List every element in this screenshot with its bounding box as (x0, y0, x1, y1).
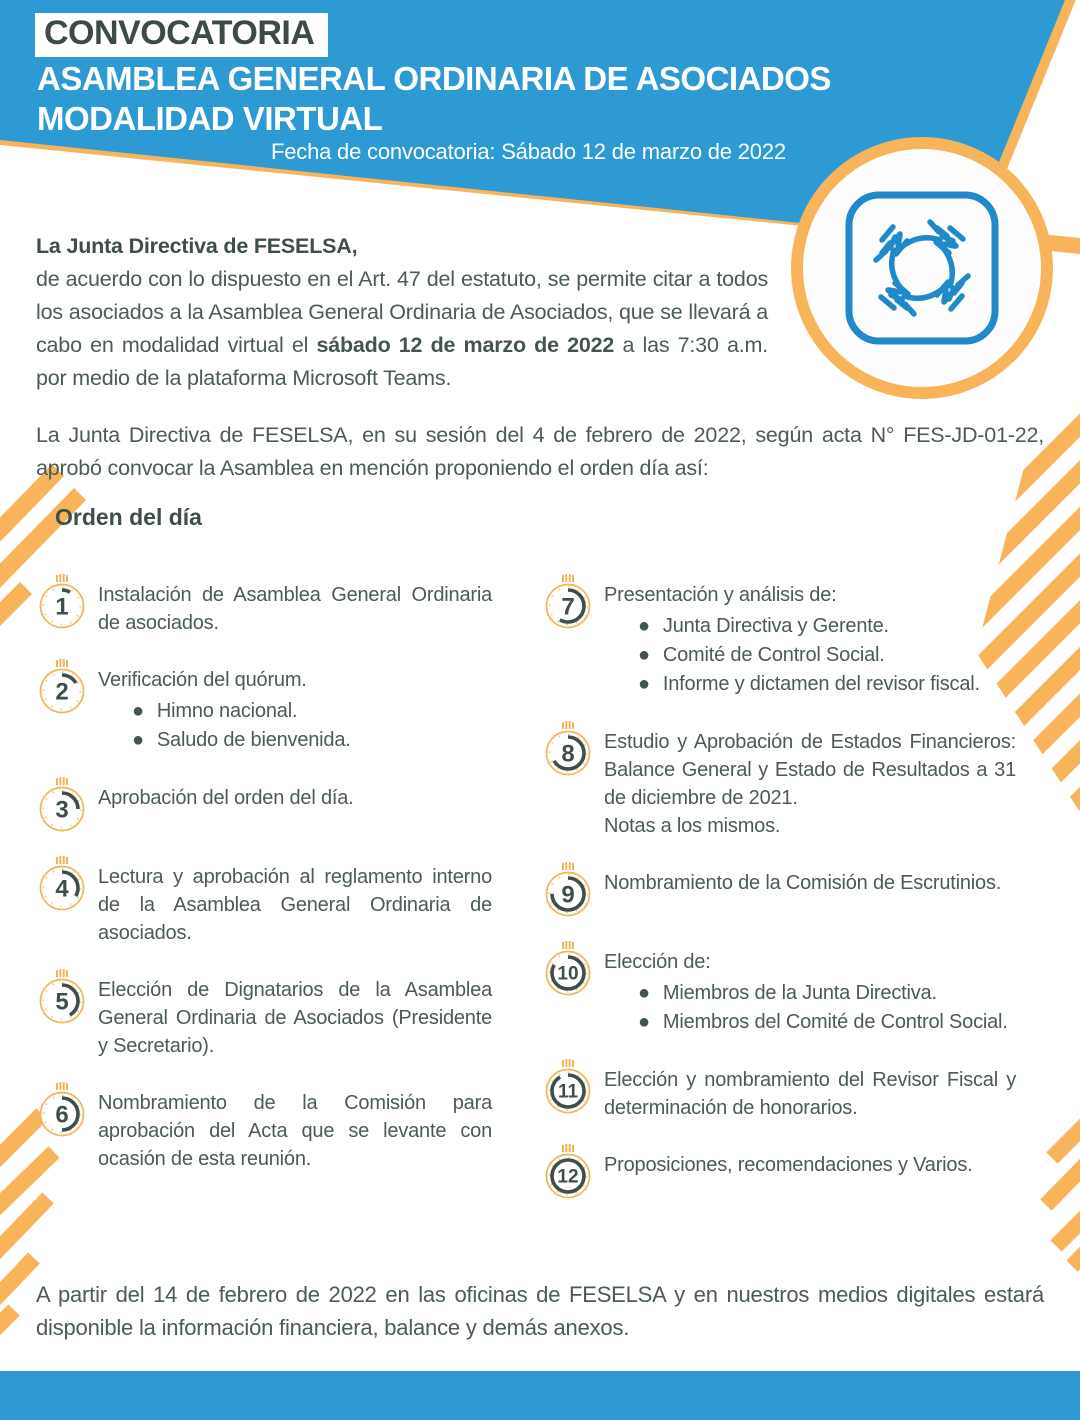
stopwatch-icon-wrap (542, 719, 594, 840)
bullet-dot-icon: ● (638, 615, 650, 637)
intro-paragraph (36, 230, 768, 395)
agenda-item-8 (542, 728, 1016, 840)
agenda-item-7 (542, 581, 1016, 699)
stopwatch-icon-wrap (542, 860, 594, 919)
agenda-bullet (604, 979, 1016, 1008)
agenda-item-text: Instalación de Asamblea General Ordinaria de asociados. (98, 584, 492, 634)
intro-lead: La Junta Directiva de FESELSA, (36, 233, 358, 258)
agenda-item-5 (36, 976, 492, 1060)
intro-date-bold: sábado 12 de marzo de 2022 (316, 332, 615, 357)
agenda-item-12 (542, 1151, 1016, 1201)
stopwatch-icon (542, 572, 594, 631)
stopwatch-icon-wrap (36, 775, 88, 834)
agenda-item-text: Nombramiento de la Comisión de Escrutinios. (604, 872, 1002, 894)
stopwatch-icon (36, 854, 88, 913)
agenda-list (36, 581, 1046, 1230)
agenda-item-body (98, 1089, 492, 1173)
stopwatch-icon (36, 657, 88, 716)
stopwatch-icon (542, 939, 594, 998)
page-title-line2: MODALIDAD VIRTUAL (37, 100, 383, 137)
stopwatch-icon-wrap (36, 657, 88, 755)
stopwatch-icon-wrap (36, 1080, 88, 1173)
agenda-item-text: Proposiciones, recomendaciones y Varios. (604, 1154, 973, 1176)
agenda-item-body (98, 784, 492, 834)
agenda-item-bullets (604, 612, 1016, 699)
bullet-text: Miembros de la Junta Directiva. (662, 982, 937, 1004)
stopwatch-icon (542, 719, 594, 778)
agenda-item-body (98, 581, 492, 637)
agenda-item-11 (542, 1066, 1016, 1122)
stopwatch-icon (36, 1080, 88, 1139)
stopwatch-icon-wrap (36, 854, 88, 947)
agenda-heading: Orden del día (55, 504, 202, 530)
footer-paragraph: A partir del 14 de febrero de 2022 en las oficinas de FESELSA y en nuestros medios digitales estará disponible la información financiera, balance y demás anexos. (36, 1282, 1044, 1340)
agenda-item-text: Estudio y Aprobación de Estados Financieros: Balance General y Estado de Resultados a 31 de diciembre de 2021. (604, 731, 1016, 809)
svg-text:9: 9 (561, 881, 575, 909)
stopwatch-icon-wrap (36, 572, 88, 637)
agenda-item-extra-text: Notas a los mismos. (604, 815, 781, 837)
svg-text:4: 4 (55, 875, 69, 903)
stopwatch-icon-wrap (542, 1057, 594, 1122)
agenda-item-6 (36, 1089, 492, 1173)
agenda-bullet (604, 670, 1016, 699)
agenda-item-text: Elección de Dignatarios de la Asamblea General Ordinaria de Asociados (Presidente y Secretario). (98, 979, 492, 1057)
bullet-dot-icon: ● (638, 1011, 650, 1033)
stopwatch-icon-wrap (542, 572, 594, 699)
agenda-item-bullets (604, 979, 1016, 1037)
bullet-text: Comité de Control Social. (662, 644, 885, 666)
svg-text:8: 8 (561, 740, 575, 768)
bullet-text: Junta Directiva y Gerente. (662, 615, 889, 637)
svg-text:5: 5 (55, 988, 69, 1016)
stopwatch-icon (542, 860, 594, 919)
agenda-item-body (604, 869, 1016, 919)
agenda-item-body (604, 948, 1016, 1037)
agenda-item-body (98, 976, 492, 1060)
svg-text:6: 6 (55, 1101, 69, 1129)
bullet-dot-icon: ● (638, 673, 650, 695)
svg-text:2: 2 (55, 678, 69, 706)
agenda-column-left (36, 581, 492, 1202)
agenda-item-10 (542, 948, 1016, 1037)
agenda-item-text: Elección de: (604, 951, 711, 973)
agenda-column-right (542, 581, 1016, 1230)
agenda-item-3 (36, 784, 492, 834)
stopwatch-icon (36, 967, 88, 1026)
page-title-line1: ASAMBLEA GENERAL ORDINARIA DE ASOCIADOS (37, 60, 831, 97)
agenda-bullet (604, 641, 1016, 670)
footer-bar (0, 1371, 1080, 1420)
bullet-text: Miembros del Comité de Control Social. (662, 1011, 1008, 1033)
agenda-item-1 (36, 581, 492, 637)
agenda-bullet (98, 726, 492, 755)
stopwatch-icon-wrap (542, 939, 594, 1037)
svg-text:7: 7 (561, 593, 575, 621)
agenda-item-text: Aprobación del orden del día. (98, 787, 354, 809)
stopwatch-icon (36, 775, 88, 834)
agenda-item-body (98, 863, 492, 947)
intro-body-2: a las 7:30 a.m. por medio de la plataforma Microsoft Teams. (36, 332, 768, 390)
bullet-dot-icon: ● (638, 644, 650, 666)
second-paragraph: La Junta Directiva de FESELSA, en su sesión del 4 de febrero de 2022, según acta N° FES-JD-01-22, aprobó convocar la Asamblea en mención proponiendo el orden día así: (36, 422, 1044, 480)
bullet-text: Himno nacional. (156, 700, 298, 722)
stopwatch-icon (542, 1142, 594, 1201)
bullet-dot-icon: ● (638, 982, 650, 1004)
convocation-date: Fecha de convocatoria: Sábado 12 de marzo de 2022 (271, 139, 786, 164)
agenda-item-text: Verificación del quórum. (98, 669, 307, 691)
bullet-text: Informe y dictamen del revisor fiscal. (662, 673, 980, 695)
agenda-item-body (604, 728, 1016, 840)
agenda-item-text: Nombramiento de la Comisión para aprobación del Acta que se levante con ocasión de esta reunión. (98, 1092, 492, 1170)
stopwatch-icon-wrap (36, 967, 88, 1060)
agenda-item-text: Lectura y aprobación al reglamento interno de la Asamblea General Ordinaria de asociados. (98, 866, 492, 944)
stopwatch-icon-wrap (542, 1142, 594, 1201)
agenda-item-body (604, 1151, 1016, 1201)
agenda-item-body (604, 581, 1016, 699)
svg-text:1: 1 (55, 593, 69, 621)
agenda-item-body (98, 666, 492, 755)
svg-text:10: 10 (557, 963, 579, 985)
agenda-bullet (604, 612, 1016, 641)
stopwatch-icon (36, 572, 88, 631)
convocatoria-badge: CONVOCATORIA (35, 13, 328, 57)
svg-text:3: 3 (55, 796, 69, 824)
bullet-dot-icon: ● (132, 700, 144, 722)
agenda-item-text: Presentación y análisis de: (604, 584, 837, 606)
svg-text:12: 12 (557, 1166, 579, 1188)
bullet-dot-icon: ● (132, 729, 144, 751)
bullet-text: Saludo de bienvenida. (156, 729, 351, 751)
intro-body-1: de acuerdo con lo dispuesto en el Art. 47 del estatuto, se permite citar a todos los asociados a la Asamblea General Ordinaria de Asociados, que se llevará a cabo en modalidad virtual el (36, 266, 768, 357)
agenda-item-text: Elección y nombramiento del Revisor Fiscal y determinación de honorarios. (604, 1069, 1016, 1119)
agenda-bullet (604, 1008, 1016, 1037)
agenda-item-9 (542, 869, 1016, 919)
agenda-item-body (604, 1066, 1016, 1122)
agenda-item-2 (36, 666, 492, 755)
stopwatch-icon (542, 1057, 594, 1116)
agenda-item-4 (36, 863, 492, 947)
svg-text:11: 11 (557, 1081, 579, 1103)
agenda-item-bullets (98, 697, 492, 755)
agenda-bullet (98, 697, 492, 726)
